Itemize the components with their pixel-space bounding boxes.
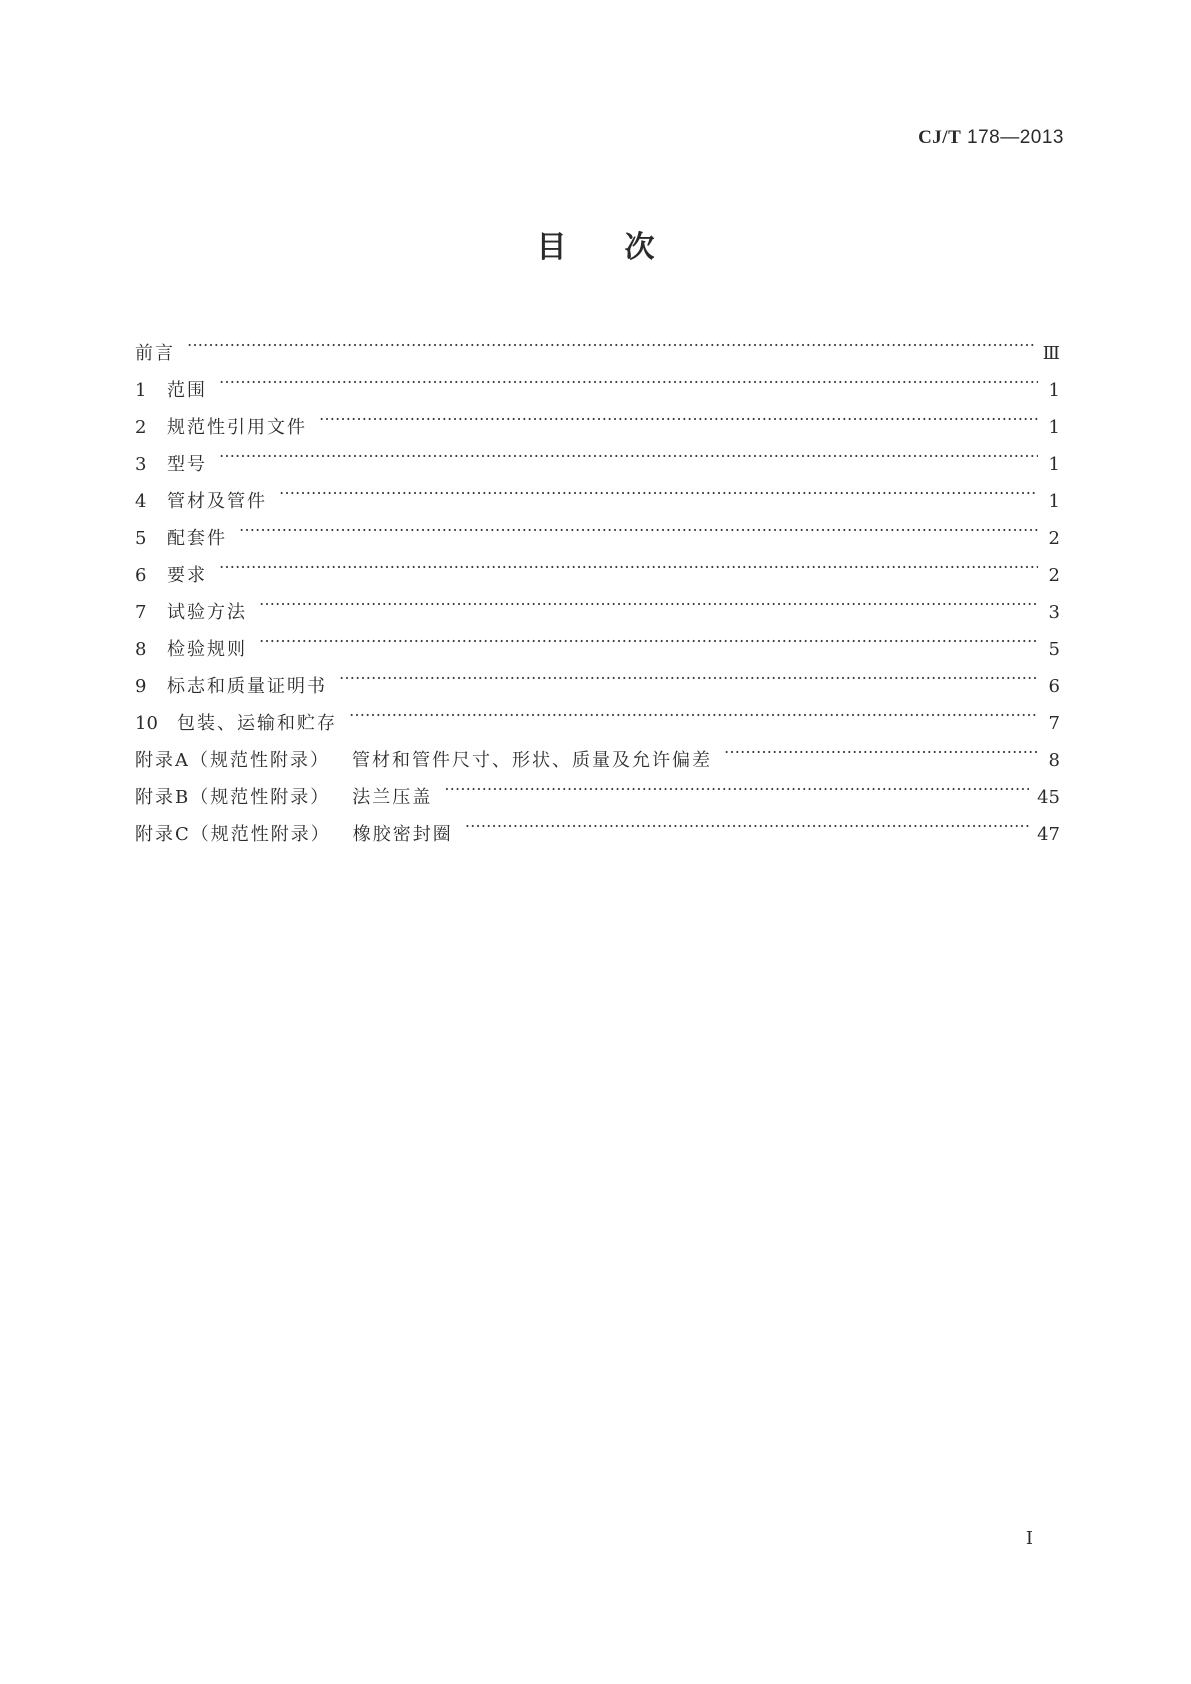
toc-leader-dots (319, 396, 1038, 433)
toc-entry-page: 1 (1048, 417, 1060, 438)
toc-entry-page: 7 (1048, 713, 1060, 734)
toc-entry-label: 范围 (167, 380, 207, 401)
toc-entry-number: 3 (135, 454, 147, 475)
toc-entry-number: 2 (135, 417, 147, 438)
toc-entry-5[interactable] (135, 507, 1060, 549)
toc-leader-dots (724, 729, 1038, 766)
toc-entry-subtitle: 管材和管件尺寸、形状、质量及允许偏差 (352, 750, 712, 771)
document-code (918, 127, 1064, 149)
toc-entry-label: 配套件 (167, 528, 227, 549)
toc-entry-label: 管材及管件 (167, 491, 267, 512)
toc-leader-dots (187, 322, 1035, 359)
document-code-prefix: CJ/T (918, 127, 962, 148)
toc-entry-page: 2 (1048, 565, 1060, 586)
toc-entry-label: 前言 (135, 343, 175, 364)
toc-entry-page: 1 (1048, 454, 1060, 475)
toc-entry-4[interactable] (135, 470, 1060, 512)
toc-entry-label: 检验规则 (167, 639, 247, 660)
toc-entry-label: 标志和质量证明书 (167, 676, 327, 697)
toc-entry-number: 1 (135, 380, 147, 401)
toc-entry-page: 5 (1048, 639, 1060, 660)
toc-entry-number: 8 (135, 639, 147, 660)
toc-entry-page: 45 (1037, 787, 1060, 808)
toc-entry-number: 6 (135, 565, 147, 586)
toc-entry-label: 要求 (167, 565, 207, 586)
toc-entry-subtitle: 橡胶密封圈 (352, 824, 453, 845)
table-of-contents (135, 322, 1060, 845)
toc-entry-9[interactable] (135, 655, 1060, 697)
document-code-number: 178—2013 (967, 127, 1064, 148)
toc-entry-page: 6 (1048, 676, 1060, 697)
toc-leader-dots (259, 581, 1038, 618)
toc-entry-page: 3 (1048, 602, 1060, 623)
toc-entry-label: 试验方法 (167, 602, 247, 623)
page-title: 目次 (536, 230, 713, 265)
toc-entry-label: 规范性引用文件 (167, 417, 307, 438)
toc-entry-number: 9 (135, 676, 147, 697)
toc-entry-3[interactable] (135, 433, 1060, 475)
toc-entry-label: 型号 (167, 454, 207, 475)
toc-leader-dots (239, 507, 1038, 544)
toc-entry-page: 1 (1048, 491, 1060, 512)
toc-entry-6[interactable] (135, 544, 1060, 586)
toc-leader-dots (219, 433, 1038, 470)
toc-entry-2[interactable] (135, 396, 1060, 438)
toc-entry-number: 10 (135, 713, 158, 734)
toc-entry-label: 附录A（规范性附录） (135, 750, 330, 771)
toc-leader-dots (219, 544, 1038, 581)
toc-entry-number: 4 (135, 491, 147, 512)
toc-entry-page: Ⅲ (1042, 343, 1060, 364)
toc-leader-dots (465, 803, 1029, 840)
toc-entry-1[interactable] (135, 359, 1060, 401)
toc-entry-label: 附录C（规范性附录） (135, 824, 331, 845)
toc-entry-8[interactable] (135, 618, 1060, 660)
toc-leader-dots (279, 470, 1038, 507)
toc-entry-subtitle: 法兰压盖 (352, 787, 433, 808)
toc-entry-label: 包装、运输和贮存 (177, 713, 337, 734)
toc-entry-page: 8 (1048, 750, 1060, 771)
toc-entry-label: 附录B（规范性附录） (135, 787, 331, 808)
toc-leader-dots (339, 655, 1038, 692)
toc-leader-dots (259, 618, 1038, 655)
toc-entry-page: 47 (1037, 824, 1060, 845)
toc-entry-foreword[interactable] (135, 322, 1060, 364)
toc-entry-page: 2 (1048, 528, 1060, 549)
toc-entry-number: 5 (135, 528, 147, 549)
toc-entry-7[interactable] (135, 581, 1060, 623)
page-number: I (1025, 1528, 1033, 1549)
toc-entry-number: 7 (135, 602, 147, 623)
toc-leader-dots (349, 692, 1038, 729)
toc-leader-dots (444, 766, 1029, 803)
toc-leader-dots (219, 359, 1038, 396)
toc-entry-page: 1 (1048, 380, 1060, 401)
